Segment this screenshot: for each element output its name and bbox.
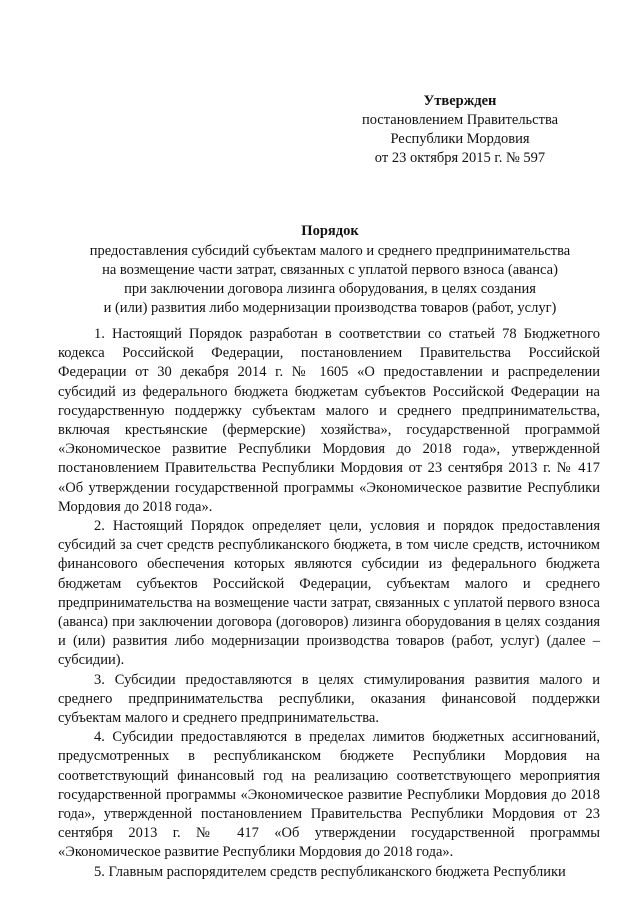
approval-title: Утвержден	[423, 93, 497, 109]
approval-line: постановлением Правительства	[361, 112, 559, 128]
paragraph-1: 1. Настоящий Порядок разработан в соответствии со статьей 78 Бюджетного кодекса Российской Федерации, постановлением Правительства Российской Федерации от 30 декабря 2014 г. № 1605 «О предоставлении и распределении субсидий из федерального бюджета бюджетам субъектов Российской Федерации на государственную поддержку субъектам малого и среднего предпринимательства, включая крестьянские (фермерские) хозяйства», государственной программой «Экономическое развитие Республики Мордовия до 2018 года», утвержденной постановлением Правительства Республики Мордовия от 23 сентября 2013 г. № 417 «Об утверждении государственной программы «Экономическое развитие Республики Мордовия до 2018 года».	[58, 326, 600, 515]
paragraph-5: 5. Главным распорядителем средств республиканского бюджета Республики	[94, 863, 566, 880]
paragraph-3: 3. Субсидии предоставляются в целях стимулирования развития малого и среднего предпринимательства республики, оказания финансовой поддержки субъектам малого и среднего предпринимательства.	[58, 671, 600, 727]
paragraph-2: 2. Настоящий Порядок определяет цели, условия и порядок предоставления субсидий за счет средств республиканского бюджета, в том числе средств, источником финансового обеспечения которых являются субсидии из федерального бюджета бюджетам субъектов Российской Федерации, субъектам малого и среднего предпринимательства на возмещение части затрат, связанных с уплатой первого взноса (аванса) при заключении договора (договоров) лизинга оборудования в целях создания и (или) развития либо модернизации производства товаров (работ, услуг) (далее – субсидии).	[58, 518, 600, 669]
document-subtitle-line: при заключении договора лизинга оборудования, в целях создания	[124, 281, 536, 297]
document-title: Порядок	[301, 223, 359, 239]
approval-stamp	[360, 92, 560, 168]
document-subtitle-line: на возмещение части затрат, связанных с уплатой первого взноса (аванса)	[102, 262, 558, 278]
approval-line: Республики Мордовия	[390, 131, 530, 147]
document-subtitle-line: и (или) развития либо модернизации производства товаров (работ, услуг)	[103, 300, 557, 316]
document-body	[58, 325, 600, 882]
document-subtitle-line: предоставления субсидий субъектам малого и среднего предпринимательства	[89, 243, 571, 259]
approval-date: от 23 октября 2015 г. № 597	[374, 150, 546, 166]
paragraph-4: 4. Субсидии предоставляются в пределах лимитов бюджетных ассигнований, предусмотренных в республиканском бюджете Республики Мордовия на соответствующий финансовый год на реализацию соответствующего мероприятия государственной программы «Экономическое развитие Республики Мордовия до 2018 года», утвержденной постановлением Правительства Республики Мордовия от 23 сентября 2013 г. № 417 «Об утверждении государственной программы «Экономическое развитие Республики Мордовия до 2018 года».	[58, 729, 600, 861]
document-heading	[60, 222, 600, 318]
